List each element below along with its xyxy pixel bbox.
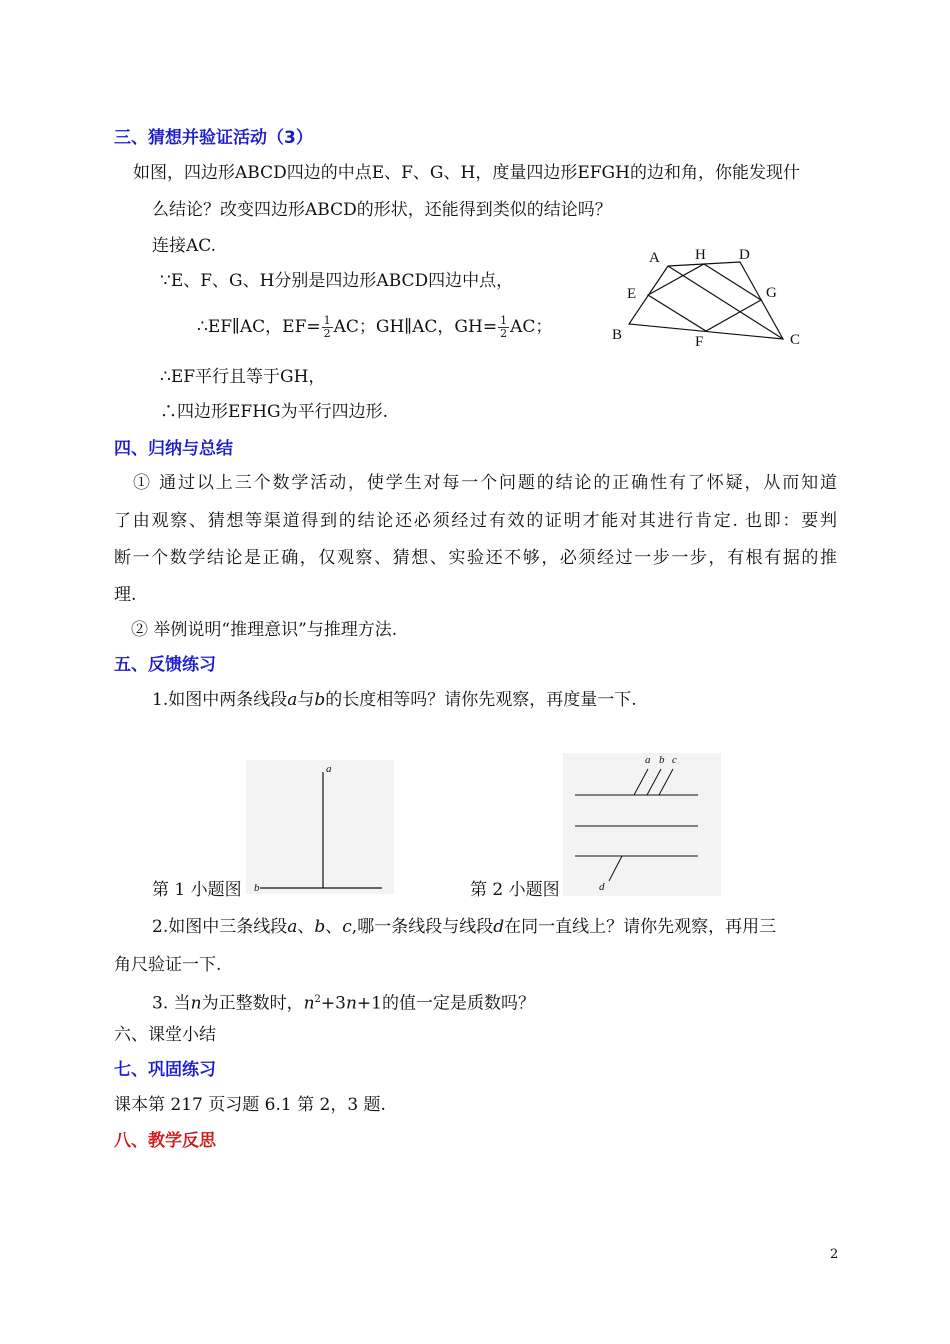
section4-heading: 四、归纳与总结 (114, 439, 233, 459)
figure-2-label-c: c (672, 754, 677, 766)
label-c: C (790, 332, 801, 348)
exercise-2-text-2: ,哪一条线段与线段 (351, 917, 494, 937)
section4-paragraph-1: ① 通过以上三个数学活动，使学生对每一个问题的结论的正确性有了怀疑，从而知道 (133, 473, 837, 493)
exercise-2-line-2: 角尺验证一下. (114, 955, 222, 975)
var-b: b (314, 690, 326, 710)
expr-end: +1 (356, 993, 382, 1014)
var-n: n (190, 993, 202, 1014)
section3-heading: 三、猜想并验证活动（3） (114, 128, 313, 148)
section4-paragraph-4: 理. (114, 585, 137, 605)
quadrilateral-figure (608, 240, 808, 352)
figure-2-caption: 第 2 小题图 (470, 880, 560, 900)
var-a: a (287, 917, 298, 937)
exercise-3-text-1: 3. 当 (152, 993, 191, 1014)
fraction-half-2 (498, 315, 509, 340)
exercise-2-text-1: 2.如图中三条线段 (152, 917, 288, 937)
label-b: B (612, 327, 623, 343)
section4-paragraph-2: 了由观察、猜想等渠道得到的结论还必须经过有效的证明才能对其进行肯定. 也即：要判 (114, 511, 837, 531)
figure-2-label-a: a (645, 754, 651, 766)
exercise-1-text-3: 的长度相等吗？请你先观察，再度量一下. (325, 690, 637, 710)
section4-paragraph-3: 断一个数学结论是正确，仅观察、猜想、实验还不够，必须经过一步一步，有根有据的推 (114, 548, 837, 568)
section3-paragraph-7: ∴四边形EFHG为平行四边形. (160, 402, 389, 422)
section5-heading: 五、反馈练习 (114, 655, 216, 675)
exercise-3-text-3: 的值一定是质数吗？ (381, 993, 535, 1014)
section3-paragraph-2: 么结论？改变四边形ABCD的形状，还能得到类似的结论吗？ (152, 200, 612, 220)
midline-text-1: ∴EF∥AC，EF= (197, 317, 321, 337)
midline-text-3: AC； (510, 317, 553, 337)
exercise-3 (152, 989, 535, 1015)
figure-1-background (246, 760, 394, 894)
section3-paragraph-6: ∴EF平行且等于GH， (160, 367, 326, 387)
exercise-1-text-2: 与 (297, 690, 315, 710)
exercise-2-text-3: 在同一直线上？请你先观察，再用三 (504, 917, 777, 937)
expr-n: n (345, 993, 357, 1014)
figure-1-label-a: a (326, 763, 332, 775)
separator: 、 (325, 917, 343, 937)
label-d: D (739, 247, 750, 263)
figure-1-caption: 第 1 小题图 (152, 880, 242, 900)
label-f: F (695, 334, 704, 350)
section3-paragraph-1: 如图，四边形ABCD四边的中点E、F、G、H，度量四边形EFGH的边和角，你能发现什 (133, 163, 800, 183)
figure-1 (246, 760, 394, 894)
page-number: 2 (830, 1247, 839, 1262)
section3-paragraph-3: 连接AC. (152, 236, 217, 256)
fraction-numerator: 1 (500, 314, 508, 327)
exercise-3-text-2: 为正整数时， (201, 993, 304, 1014)
figure-2 (563, 753, 721, 896)
figure-2-background (563, 753, 721, 896)
expr-exponent: 2 (314, 994, 321, 1005)
exercise-1-text-1: 1.如图中两条线段 (152, 690, 288, 710)
fraction-half-1 (322, 315, 333, 340)
figure-1-label-b: b (254, 882, 260, 894)
exercise-2 (152, 916, 776, 938)
label-g: G (766, 285, 777, 301)
var-d: d (493, 917, 505, 937)
expr-mid: +3 (320, 993, 346, 1014)
fraction-numerator: 1 (323, 314, 331, 327)
figure-2-label-d: d (599, 881, 605, 893)
figure-2-label-b: b (659, 754, 665, 766)
expr-n: n (303, 993, 315, 1014)
fraction-denominator: 2 (500, 327, 508, 340)
label-h: H (695, 247, 706, 263)
var-a: a (287, 690, 298, 710)
label-e: E (627, 286, 637, 302)
section8-heading: 八、教学反思 (114, 1131, 216, 1151)
fraction-denominator: 2 (323, 327, 331, 340)
var-b: b (314, 917, 326, 937)
var-c: c (342, 917, 352, 937)
section7-paragraph-1: 课本第 217 页习题 6.1 第 2，3 题. (114, 1095, 386, 1115)
quadrilateral-efgh (648, 264, 761, 331)
label-a: A (649, 250, 660, 266)
section3-paragraph-4: ∵E、F、G、H分别是四边形ABCD四边中点， (160, 271, 514, 291)
separator: 、 (297, 917, 315, 937)
section7-heading: 七、巩固练习 (114, 1060, 216, 1080)
section4-paragraph-5: ② 举例说明“推理意识”与推理方法. (131, 620, 398, 640)
midline-text-2: AC；GH∥AC，GH= (333, 317, 498, 337)
section6-heading: 六、课堂小结 (114, 1025, 216, 1045)
section3-midline-statement (197, 313, 552, 341)
exercise-1 (152, 689, 637, 711)
